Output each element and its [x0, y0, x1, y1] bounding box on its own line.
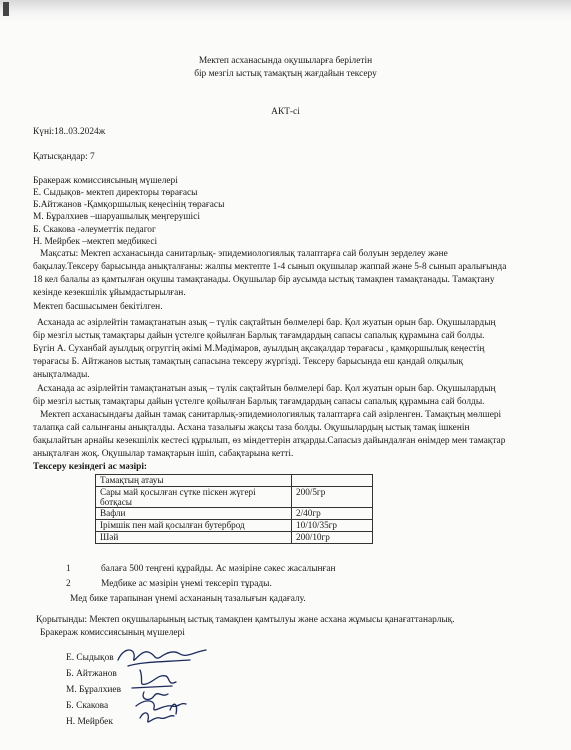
list-number: 1: [66, 564, 71, 574]
body-line: төрағасы Б. Айтжанов ыстық тамақтың сапасына тексеру жүргізді. Тексеру барысында еш қандай олқылық: [33, 357, 464, 367]
handwritten-signatures: [110, 640, 220, 730]
menu-header-empty-cell: [292, 475, 373, 487]
menu-table: [95, 474, 373, 544]
menu-item-name-line: ботқасы: [100, 497, 132, 507]
signature-stroke: [143, 692, 168, 699]
body-line: Мақсаты: Мектеп асханасында санитарлық- эпидемиологиялық талаптарға сай болуын зерделеу және: [40, 249, 448, 259]
list-number: 2: [66, 579, 71, 589]
document-title-line-2: бір мезгіл ыстық тамақтың жағдайын тексеру: [194, 69, 377, 79]
menu-item-name: Ірімшік пен май қосылған бутерброд: [96, 520, 292, 532]
member-line: Б.Айтжанов -Қамқоршылық кеңесінің төрағасы: [33, 200, 225, 210]
commission-heading: Бракераж комиссиясының мүшелері: [33, 176, 178, 186]
list-item: балаға 500 теңгені құрайды. Ас мәзіріне сәкес жасалынған: [101, 564, 336, 574]
body-line: бір мезгіл ыстық тамақтары дайын үстелге қойылған Барлық тағамдардың сапасы сапалық құрамына сай болды.: [33, 397, 485, 407]
menu-item-qty: 200/10гр: [292, 532, 373, 544]
signer-name: Е. Сыдықов: [66, 653, 114, 663]
body-line: 18 кел балалы аз қамтылған оқушы тамақтанады. Оқушылар бір аусымда ыстық тамақпен тамақтанады. Тамақтану: [33, 275, 495, 285]
table-row: [96, 532, 373, 544]
menu-item-qty: 200/5гр: [292, 487, 373, 508]
nurse-line: Мед бике тарапынан үнемі асхананың тазалығын қадағалу.: [70, 594, 306, 604]
body-line: талапқа сай салынғаны анықталды. Асхана тазалығы жақсы таза болды. Оқушылардың ыстық тамақ ішкенін: [33, 423, 470, 433]
signature-stroke: [128, 660, 190, 666]
menu-item-name-line: Сары май қосылған сүтке піскен жүгері: [100, 487, 256, 497]
body-line: анықталмады.: [33, 370, 90, 380]
body-line: Асханада ас әзірлейтін тамақтанатын азық – түлік сақтайтын бөлмелері бар. Қол жуатын орын бар. Оқушылардың: [37, 384, 496, 394]
signature-stroke: [118, 650, 206, 660]
table-row: [96, 487, 373, 508]
body-line: кезінде кезекшілік ұйымдастырылған.: [33, 288, 186, 298]
signature-stroke: [140, 713, 174, 722]
conclusion-line: Қорытынды: Мектеп оқушыларының ыстық тамақпен қамтылуы және асхана жұмысы қанағаттанарлық.: [36, 615, 455, 625]
participants-line: Қатысқандар: 7: [33, 152, 95, 162]
menu-item-name: Вафли: [96, 508, 292, 520]
act-title: АКТ-сі: [271, 107, 300, 117]
member-line: М. Бұралхиев –шаруашылық меңгерушісі: [33, 212, 200, 222]
signatures-heading: Бракераж комиссиясының мүшелері: [40, 628, 185, 638]
body-line: Бүгін А. Суханбай ауылдық огруггің әкімі М.Мәдімаров, ауылдың ақсақалдар төрағасы , қамқоршылық кеңестің: [33, 344, 485, 354]
menu-header-cell: Тамақтың атауы: [96, 475, 292, 487]
document-title-line-1: Мектеп асханасында оқушыларға берілетін: [198, 56, 373, 66]
menu-item-qty: 10/10/35гр: [292, 520, 373, 532]
member-line: Н. Мейрбек –мектеп медбикесі: [33, 237, 158, 247]
body-line: Мектеп асханасындағы дайын тамақ санитарлық-эпидемиологиялық талаптарға сай әзірленген. Тамақтың мөлшері: [40, 410, 502, 420]
menu-item-name: [96, 487, 292, 508]
signer-name: Б. Айтжанов: [66, 669, 117, 679]
member-line: Б. Скакова -әлеуметтік педагог: [33, 225, 156, 235]
signer-name: Б. Скакова: [66, 701, 109, 711]
list-item: Медбике ас мәзірін үнемі тексеріп тұрады.: [101, 579, 272, 589]
menu-heading: Тексеру кезіндегі ас мәзірі:: [33, 462, 148, 472]
body-line: бақылайтын арнайы кезекшілік кестесі құрылып, өз міндеттерін атқарды.Сапасыз дайындалған өнімдер мен тамақтар: [33, 436, 506, 446]
signature-stroke: [132, 686, 172, 688]
body-line: бақылау.Тексеру барысында анықталғаны: жалпы мектепте 1-4 сынып оқушылар жаппай және 5-8 сынып аралығында: [33, 262, 507, 272]
table-row: [96, 475, 373, 487]
signature-stroke: [140, 670, 176, 684]
body-line: Асханада ас әзірлейтін тамақтанатын азық – түлік сақтайтын бөлмелері бар. Қол жуатын орын бар. Оқушылардың: [37, 318, 496, 328]
body-line: Мектеп басшысымен бекітілген.: [33, 302, 163, 312]
signature-stroke: [136, 701, 186, 710]
table-row: [96, 520, 373, 532]
menu-item-name: Шәй: [96, 532, 292, 544]
scan-top-edge: [0, 0, 571, 22]
table-row: [96, 508, 373, 520]
signer-name: Н. Мейрбек: [66, 717, 113, 727]
body-line: анықталған жоқ. Оқушылар тамақтарын ішіп, сабақтарына кетті.: [33, 449, 294, 459]
signer-name: М. Бұралхиев: [66, 685, 121, 695]
menu-item-qty: 2/40гр: [292, 508, 373, 520]
member-line: Е. Сыдықов- мектеп директоры төрағасы: [33, 188, 198, 198]
date-line: Күні:18..03.2024ж: [33, 127, 106, 137]
body-line: бір мезгіл ыстық тамақтары дайын үстелге қойылған Барлық тағамдардың сапасы сапалық құрамына сай болды.: [33, 331, 485, 341]
